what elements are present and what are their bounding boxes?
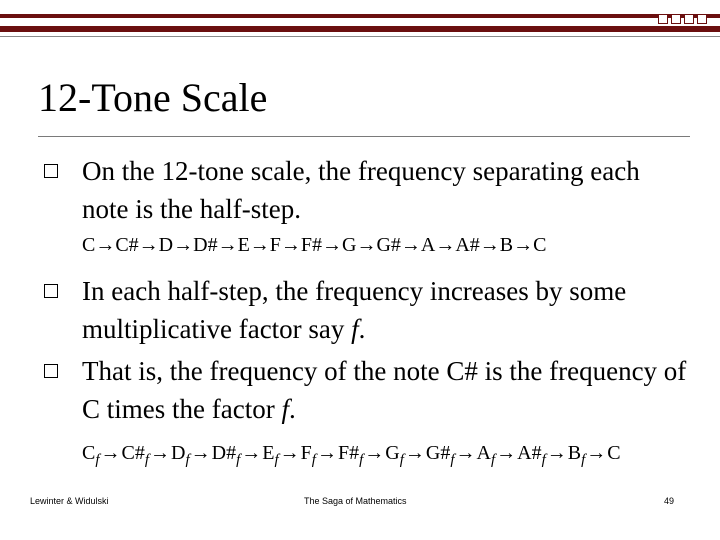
bullet-text-3-end: . [288, 394, 296, 424]
bullet-square-icon [44, 364, 58, 378]
sequence-factor: f [144, 452, 150, 468]
note-sequence-with-factor [82, 442, 621, 468]
factor-symbol: f [351, 314, 359, 344]
sequence-factor: f [541, 452, 546, 468]
note-sequence-plain: C→C#→D→D#→E→F→F#→G→G#→A→A#→B→C [82, 234, 547, 256]
sequence-factor: f [450, 452, 455, 468]
footer-authors: Lewinter & Widulski [30, 496, 109, 506]
sequence-factor: f [399, 452, 404, 468]
band-square-3 [684, 14, 694, 24]
sequence-arrow: → [364, 442, 385, 464]
sequence-note: C [607, 442, 621, 464]
sequence-factor: f [581, 452, 586, 468]
title-underline [38, 136, 690, 137]
sequence-arrow: → [241, 442, 262, 464]
sequence-factor: f [311, 452, 316, 468]
sequence-factor: f [185, 452, 190, 468]
bullet-text-2 [82, 272, 692, 348]
sequence-note: E [262, 442, 275, 464]
band-stripe-bottom [0, 26, 720, 32]
sequence-note: F [300, 442, 312, 464]
bullet-text-3-main: That is, the frequency of the note C# is the frequency of C times the factor [82, 356, 687, 424]
sequence-note: A# [517, 442, 542, 464]
bullet-square-icon [44, 164, 58, 178]
band-square-4 [697, 14, 707, 24]
sequence-factor: f [274, 452, 279, 468]
top-decorative-band [0, 0, 720, 40]
bullet-text-2-end: . [358, 314, 366, 344]
sequence-note: F# [337, 442, 360, 464]
factor-symbol: f [281, 394, 289, 424]
sequence-note: D# [211, 442, 237, 464]
sequence-arrow: → [404, 442, 425, 464]
sequence-note: C [82, 442, 96, 464]
sequence-arrow: → [190, 442, 211, 464]
band-square-1 [658, 14, 668, 24]
slide-title: 12-Tone Scale [38, 75, 268, 120]
bullet-text-2-main: In each half-step, the frequency increases by some multiplicative factor say [82, 276, 627, 344]
band-divider-line [0, 36, 720, 37]
sequence-note: G# [425, 442, 451, 464]
sequence-factor: f [359, 452, 364, 468]
bullet-square-icon [44, 284, 58, 298]
sequence-note: G [385, 442, 400, 464]
sequence-arrow: → [586, 442, 607, 464]
sequence-arrow: → [279, 442, 300, 464]
band-stripe-top [0, 14, 720, 18]
sequence-note: B [567, 442, 582, 464]
footer-page-number: 49 [664, 496, 675, 506]
sequence-arrow: → [316, 442, 337, 464]
bullet-text-1 [82, 152, 692, 228]
sequence-arrow: → [100, 442, 121, 464]
sequence-arrow: → [455, 442, 476, 464]
sequence-arrow: → [546, 442, 567, 464]
bullet-text-1-main: On the 12-tone scale, the frequency separating each note is the half-step. [82, 156, 640, 224]
sequence-arrow: → [150, 442, 171, 464]
footer-book-title: The Saga of Mathematics [304, 496, 407, 506]
sequence-factor: f [236, 452, 241, 468]
sequence-note: C# [121, 442, 145, 464]
sequence-factor: f [95, 452, 100, 468]
sequence-factor: f [490, 452, 496, 468]
sequence-arrow: → [496, 442, 517, 464]
sequence-note: A [476, 442, 491, 464]
sequence-note: D [171, 442, 186, 464]
band-square-2 [671, 14, 681, 24]
bullet-text-3 [82, 352, 692, 428]
